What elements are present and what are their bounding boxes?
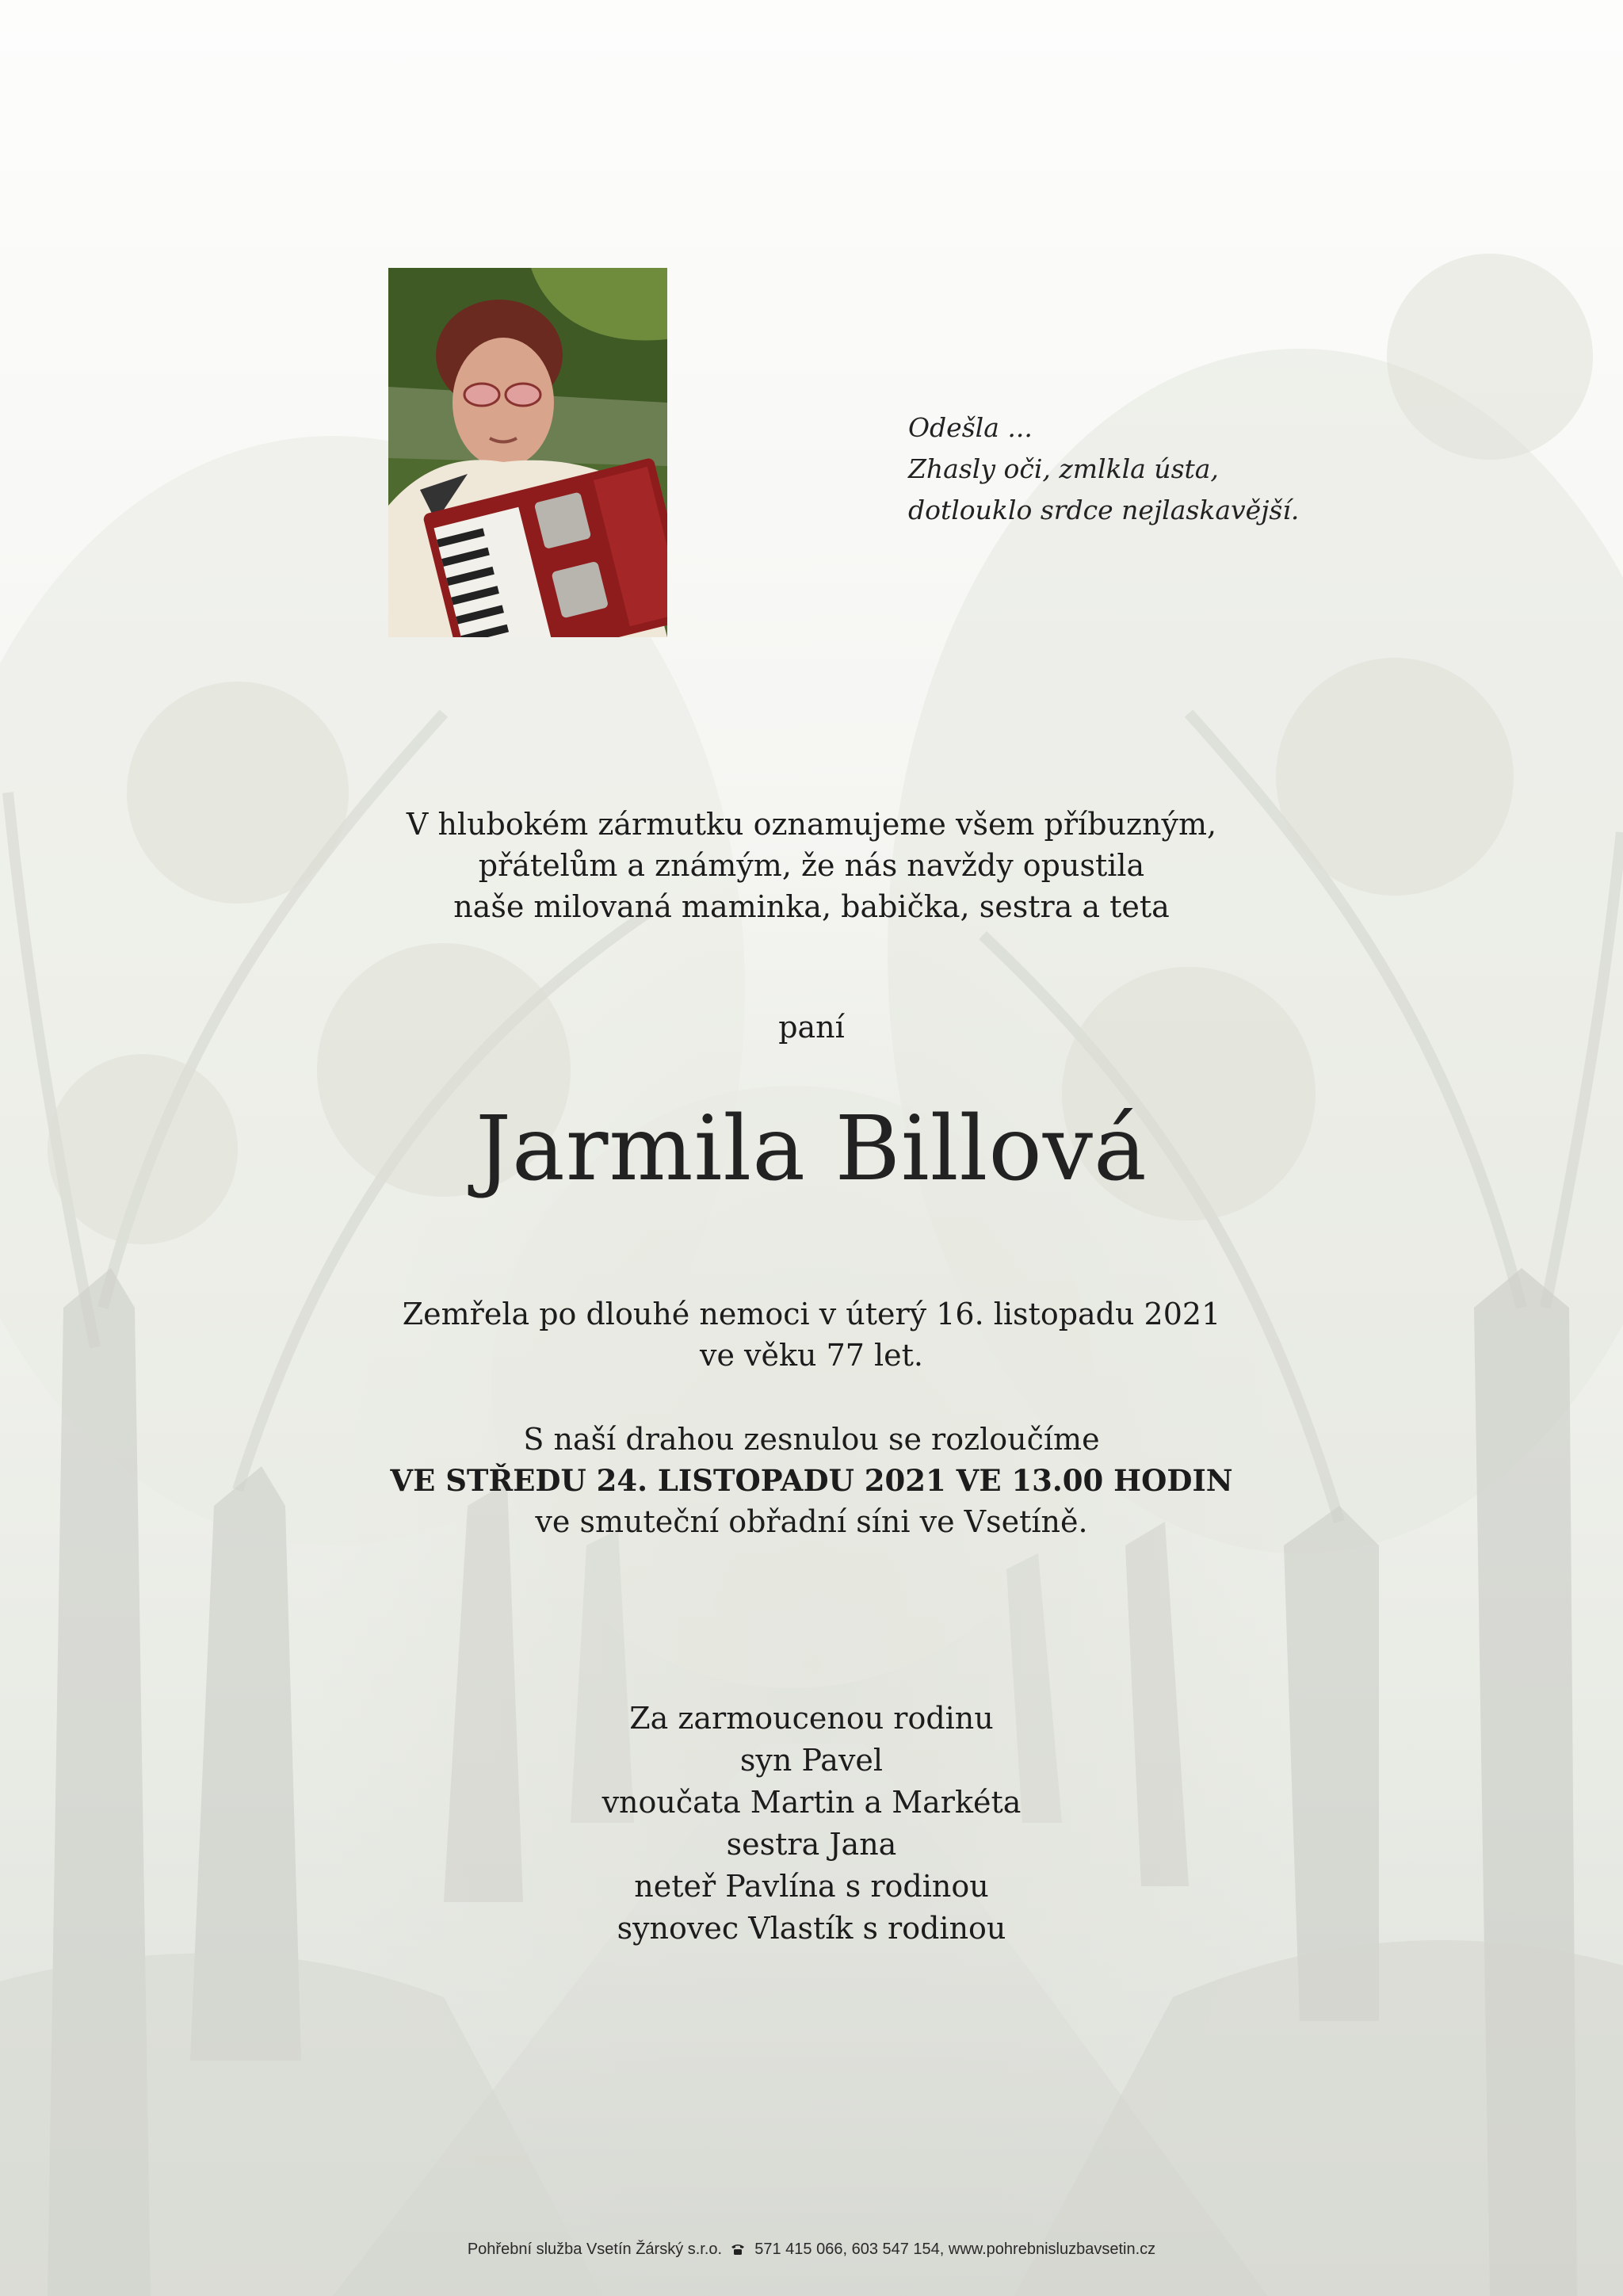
family-signature [0,1698,1623,1950]
death-line: ve věku 77 let. [700,1338,923,1373]
farewell-details [0,1419,1623,1542]
family-line: Za zarmoucenou rodinu [629,1701,994,1736]
death-line: Zemřela po dlouhé nemoci v úterý 16. listopadu 2021 [402,1297,1221,1331]
telephone-icon [730,2242,746,2255]
announcement-line: V hlubokém zármutku oznamujeme všem příbuzným, [406,807,1217,842]
announcement-line: přátelům a známým, že nás navždy opustila [478,848,1145,883]
footer-contact [0,2241,1623,2259]
death-details [0,1293,1623,1376]
family-line: sestra Jana [726,1827,897,1862]
family-line: vnoučata Martin a Markéta [601,1785,1022,1820]
family-line: syn Pavel [739,1743,884,1778]
verse-line: dotlouklo srdce nejlaskavější. [908,495,1300,525]
verse-line: Odešla ... [908,412,1033,443]
announcement-line: naše milovaná maminka, babička, sestra a teta [453,889,1170,924]
memorial-verse [908,407,1415,531]
family-line: synovec Vlastík s rodinou [617,1911,1006,1946]
farewell-place: ve smuteční obřadní síni ve Vsetíně. [535,1504,1088,1539]
verse-line: Zhasly oči, zmlkla ústa, [908,453,1219,484]
footer-contact-text: 571 415 066, 603 547 154, www.pohrebnisluzbavsetin.cz [754,2241,1156,2258]
portrait-accordion-image [388,268,667,637]
announcement-text [0,804,1623,927]
farewell-intro: S naší drahou zesnulou se rozloučíme [523,1422,1100,1457]
deceased-name: Jarmila Billová [475,1098,1148,1201]
portrait-photo [388,268,667,637]
footer-company: Pohřební služba Vsetín Žárský s.r.o. [467,2241,723,2258]
honorific: paní [778,1010,845,1045]
family-line: neteř Pavlína s rodinou [634,1869,989,1904]
farewell-datetime: VE STŘEDU 24. LISTOPADU 2021 VE 13.00 HODIN [390,1463,1233,1498]
